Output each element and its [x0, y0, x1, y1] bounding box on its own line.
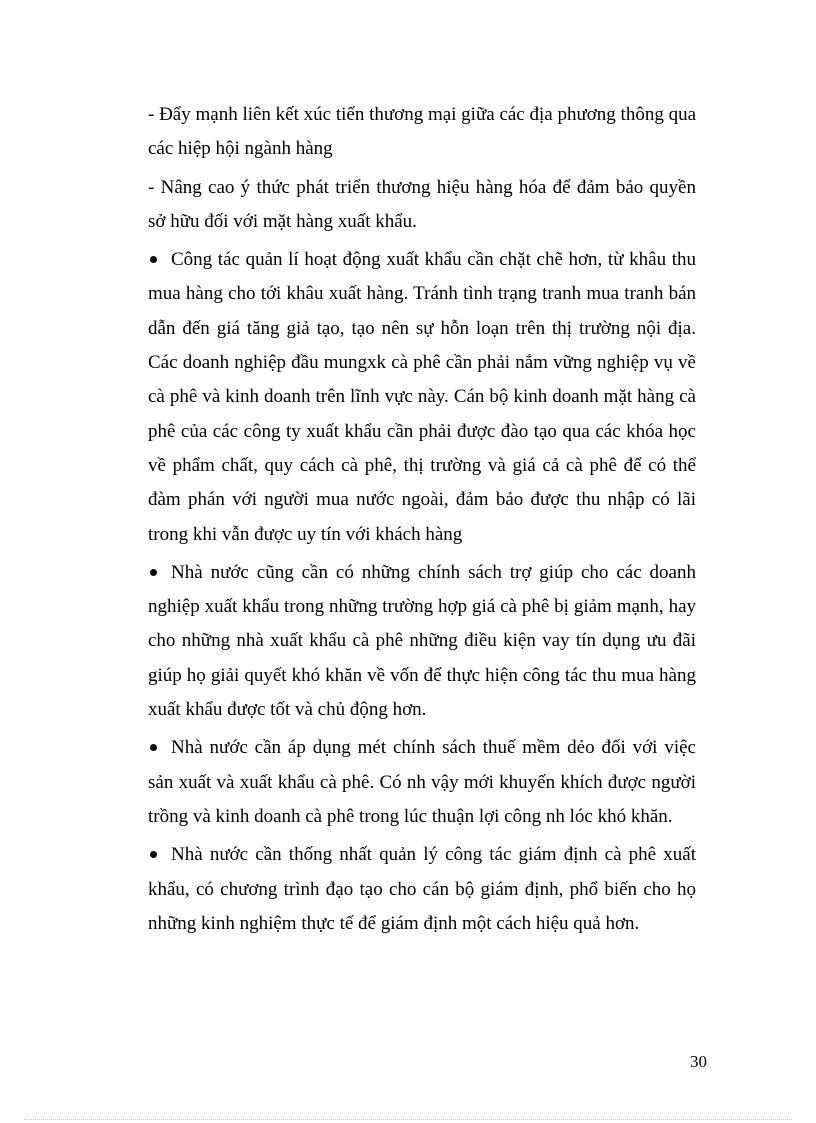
- bullet-icon: [150, 851, 157, 858]
- paragraph-text: Công tác quản lí hoạt động xuất khẩu cần chặt chẽ hơn, từ khâu thu mua hàng cho tới khâu xuất hàng. Tránh tình trạng tranh mua tranh bán dẫn đến giá tăng giả tạo, tạo nên sự hỗn loạn trên thị trường nội địa. Các doanh nghiệp đầu mungxk cà phê cần phải nắm vững nghiệp vụ về cà phê và kinh doanh trên lĩnh vực này. Cán bộ kinh doanh mặt hàng cà phê của các công ty xuất khẩu cần phải được đào tạo qua các khóa học về phẩm chất, quy cách cà phê, thị trường và giá cả cà phê để có thể đàm phán với người mua nước ngoài, đảm bảo được thu nhập có lãi trong khi vẫn được uy tín với khách hàng: [148, 249, 696, 545]
- document-body: [148, 98, 696, 945]
- paragraph-tax-policy: [148, 731, 696, 834]
- paragraph-trade-promotion: - Đẩy mạnh liên kết xúc tiến thương mại giữa các địa phương thông qua các hiệp hội ngành hàng: [148, 104, 697, 160]
- bullet-icon: [150, 256, 157, 263]
- paragraph-text: Nhà nước cần thống nhất quản lý công tác giám định cà phê xuất khẩu, có chương trình đạo tạo cho cán bộ giám định, phổ biến cho họ những kinh nghiệm thực tế để giám định một cách hiệu quả hơn.: [148, 844, 696, 934]
- bullet-icon: [150, 569, 157, 576]
- paragraph-text: Nhà nước cũng cần có những chính sách trợ giúp cho các doanh nghiệp xuất khẩu trong những trường hợp giá cà phê bị giảm mạnh, hay cho những nhà xuất khẩu cà phê những điều kiện vay tín dụng ưu đãi giúp họ giải quyết khó khăn về vốn để thực hiện công tác thu mua hàng xuất khẩu được tốt và chủ động hơn.: [148, 561, 696, 721]
- paragraph-export-management: [148, 243, 696, 552]
- bullet-icon: [150, 744, 157, 751]
- page-number: 30: [690, 1052, 707, 1071]
- page-bottom-divider: [24, 1119, 792, 1120]
- paragraph-brand-awareness: - Nâng cao ý thức phát triển thương hiệu hàng hóa để đảm bảo quyền sở hữu đối với mặt hàng xuất khẩu.: [148, 176, 696, 232]
- paragraph-inspection: [148, 838, 696, 941]
- paragraph-text: Nhà nước cần áp dụng mét chính sách thuế mềm dẻo đối với việc sản xuất và xuất khẩu cà phê. Có nh vậy mới khuyến khích được người trồng và kinh doanh cà phê trong lúc thuận lợi công nh lóc khó khăn.: [148, 737, 696, 827]
- paragraph-state-support: [148, 556, 696, 727]
